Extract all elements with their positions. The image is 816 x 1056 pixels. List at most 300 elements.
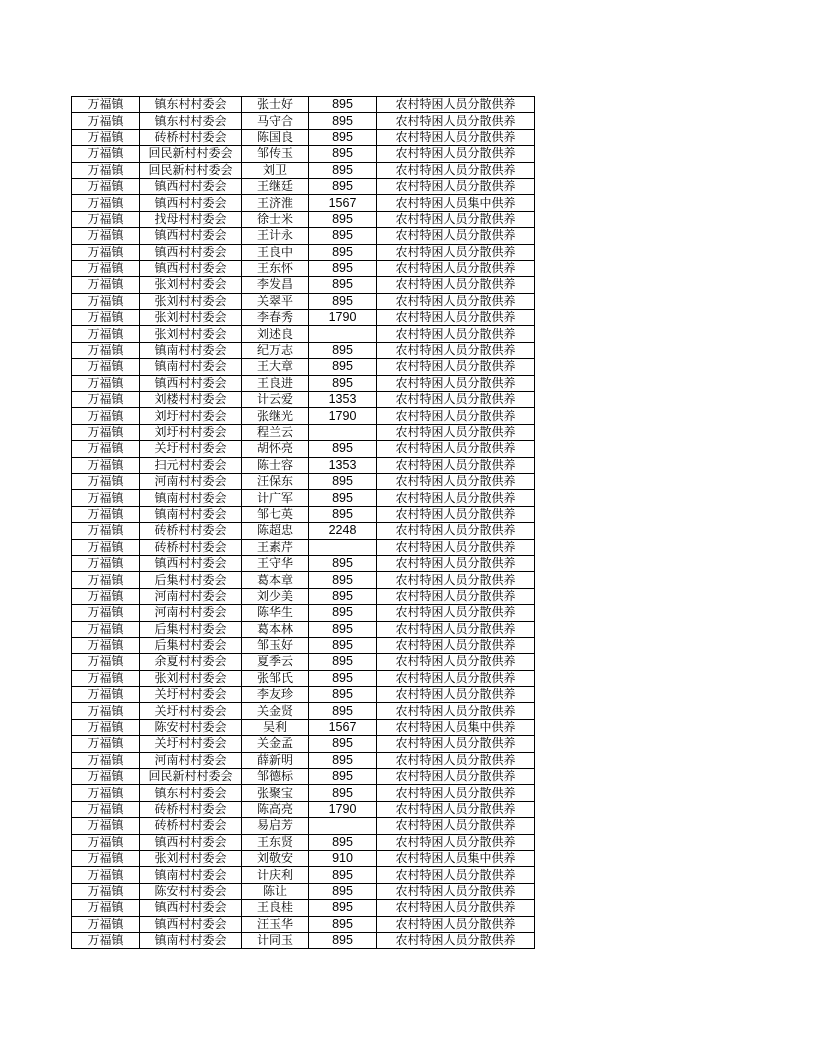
village-committee-cell: 关圩村村委会 (140, 441, 242, 457)
town-cell: 万福镇 (72, 752, 140, 768)
village-committee-cell: 张刘村村委会 (140, 850, 242, 866)
table-row (72, 293, 535, 309)
person-name-cell: 刘少美 (242, 588, 309, 604)
person-name-cell: 纪万志 (242, 342, 309, 358)
person-name-cell: 葛本林 (242, 621, 309, 637)
village-committee-cell: 镇西村村委会 (140, 834, 242, 850)
table-row (72, 932, 535, 948)
support-type-cell: 农村特困人员分散供养 (377, 211, 535, 227)
village-committee-cell: 砖桥村村委会 (140, 801, 242, 817)
table-row (72, 654, 535, 670)
town-cell: 万福镇 (72, 375, 140, 391)
person-name-cell: 陈国良 (242, 129, 309, 145)
support-type-cell: 农村特困人员分散供养 (377, 752, 535, 768)
table-row (72, 178, 535, 194)
table-row (72, 801, 535, 817)
support-type-cell: 农村特困人员集中供养 (377, 719, 535, 735)
village-committee-cell: 陈安村村委会 (140, 883, 242, 899)
town-cell: 万福镇 (72, 342, 140, 358)
village-committee-cell: 砖桥村村委会 (140, 818, 242, 834)
amount-cell: 895 (309, 211, 377, 227)
amount-cell: 1353 (309, 392, 377, 408)
person-name-cell: 王计永 (242, 228, 309, 244)
support-type-cell: 农村特困人员分散供养 (377, 703, 535, 719)
amount-cell: 895 (309, 588, 377, 604)
support-type-cell: 农村特困人员分散供养 (377, 555, 535, 571)
table-row (72, 703, 535, 719)
amount-cell: 895 (309, 441, 377, 457)
town-cell: 万福镇 (72, 97, 140, 113)
table-row (72, 572, 535, 588)
amount-cell: 2248 (309, 523, 377, 539)
person-name-cell: 计同玉 (242, 932, 309, 948)
table-row (72, 867, 535, 883)
amount-cell (309, 326, 377, 342)
village-committee-cell: 回民新村村委会 (140, 146, 242, 162)
amount-cell: 895 (309, 687, 377, 703)
amount-cell: 895 (309, 670, 377, 686)
town-cell: 万福镇 (72, 277, 140, 293)
village-committee-cell: 镇南村村委会 (140, 490, 242, 506)
town-cell: 万福镇 (72, 687, 140, 703)
support-type-cell: 农村特困人员分散供养 (377, 539, 535, 555)
support-type-cell: 农村特困人员分散供养 (377, 178, 535, 194)
village-committee-cell: 镇南村村委会 (140, 932, 242, 948)
person-name-cell: 张继光 (242, 408, 309, 424)
roster-table (71, 96, 535, 949)
support-type-cell: 农村特困人员分散供养 (377, 883, 535, 899)
village-committee-cell: 砖桥村村委会 (140, 539, 242, 555)
village-committee-cell: 余夏村村委会 (140, 654, 242, 670)
town-cell: 万福镇 (72, 523, 140, 539)
amount-cell: 895 (309, 703, 377, 719)
support-type-cell: 农村特困人员分散供养 (377, 834, 535, 850)
village-committee-cell: 镇西村村委会 (140, 178, 242, 194)
table-row (72, 752, 535, 768)
person-name-cell: 马守合 (242, 113, 309, 129)
person-name-cell: 邹德标 (242, 769, 309, 785)
support-type-cell: 农村特困人员分散供养 (377, 146, 535, 162)
village-committee-cell: 张刘村村委会 (140, 293, 242, 309)
table-row (72, 834, 535, 850)
amount-cell: 895 (309, 506, 377, 522)
table-row (72, 916, 535, 932)
amount-cell: 895 (309, 900, 377, 916)
person-name-cell: 邹传玉 (242, 146, 309, 162)
amount-cell: 895 (309, 621, 377, 637)
table-row (72, 637, 535, 653)
person-name-cell: 李春秀 (242, 310, 309, 326)
roster-table-body (72, 97, 535, 949)
person-name-cell: 关金孟 (242, 736, 309, 752)
town-cell: 万福镇 (72, 818, 140, 834)
amount-cell: 895 (309, 490, 377, 506)
town-cell: 万福镇 (72, 621, 140, 637)
amount-cell: 1567 (309, 719, 377, 735)
amount-cell: 895 (309, 883, 377, 899)
amount-cell: 895 (309, 637, 377, 653)
support-type-cell: 农村特困人员分散供养 (377, 670, 535, 686)
person-name-cell: 薛新明 (242, 752, 309, 768)
village-committee-cell: 张刘村村委会 (140, 326, 242, 342)
support-type-cell: 农村特困人员集中供养 (377, 850, 535, 866)
support-type-cell: 农村特困人员分散供养 (377, 342, 535, 358)
village-committee-cell: 回民新村村委会 (140, 162, 242, 178)
amount-cell: 1353 (309, 457, 377, 473)
person-name-cell: 刘卫 (242, 162, 309, 178)
town-cell: 万福镇 (72, 670, 140, 686)
support-type-cell: 农村特困人员分散供养 (377, 244, 535, 260)
support-type-cell: 农村特困人员分散供养 (377, 572, 535, 588)
village-committee-cell: 砖桥村村委会 (140, 129, 242, 145)
support-type-cell: 农村特困人员分散供养 (377, 97, 535, 113)
village-committee-cell: 镇南村村委会 (140, 342, 242, 358)
amount-cell: 895 (309, 572, 377, 588)
person-name-cell: 王济淮 (242, 195, 309, 211)
support-type-cell: 农村特困人员分散供养 (377, 654, 535, 670)
person-name-cell: 邹玉好 (242, 637, 309, 653)
person-name-cell: 计庆利 (242, 867, 309, 883)
table-row (72, 359, 535, 375)
support-type-cell: 农村特困人员分散供养 (377, 932, 535, 948)
person-name-cell: 陈让 (242, 883, 309, 899)
amount-cell (309, 424, 377, 440)
table-row (72, 523, 535, 539)
support-type-cell: 农村特困人员分散供养 (377, 310, 535, 326)
person-name-cell: 邹七英 (242, 506, 309, 522)
village-committee-cell: 河南村村委会 (140, 752, 242, 768)
amount-cell: 895 (309, 260, 377, 276)
support-type-cell: 农村特困人员分散供养 (377, 523, 535, 539)
village-committee-cell: 关圩村村委会 (140, 736, 242, 752)
town-cell: 万福镇 (72, 637, 140, 653)
town-cell: 万福镇 (72, 736, 140, 752)
amount-cell: 1790 (309, 408, 377, 424)
amount-cell: 895 (309, 97, 377, 113)
amount-cell: 895 (309, 834, 377, 850)
village-committee-cell: 张刘村村委会 (140, 277, 242, 293)
support-type-cell: 农村特困人员分散供养 (377, 359, 535, 375)
person-name-cell: 关金贤 (242, 703, 309, 719)
village-committee-cell: 回民新村村委会 (140, 769, 242, 785)
village-committee-cell: 镇西村村委会 (140, 916, 242, 932)
person-name-cell: 王大章 (242, 359, 309, 375)
support-type-cell: 农村特困人员分散供养 (377, 506, 535, 522)
person-name-cell: 吴利 (242, 719, 309, 735)
town-cell: 万福镇 (72, 539, 140, 555)
person-name-cell: 程兰云 (242, 424, 309, 440)
support-type-cell: 农村特困人员分散供养 (377, 113, 535, 129)
table-row (72, 424, 535, 440)
amount-cell: 895 (309, 769, 377, 785)
table-row (72, 244, 535, 260)
person-name-cell: 王良桂 (242, 900, 309, 916)
support-type-cell: 农村特困人员分散供养 (377, 637, 535, 653)
town-cell: 万福镇 (72, 572, 140, 588)
town-cell: 万福镇 (72, 178, 140, 194)
village-committee-cell: 刘圩村村委会 (140, 424, 242, 440)
person-name-cell: 王东贤 (242, 834, 309, 850)
table-row (72, 97, 535, 113)
village-committee-cell: 刘楼村村委会 (140, 392, 242, 408)
person-name-cell: 陈士容 (242, 457, 309, 473)
village-committee-cell: 镇东村村委会 (140, 113, 242, 129)
table-row (72, 670, 535, 686)
town-cell: 万福镇 (72, 113, 140, 129)
person-name-cell: 张聚宝 (242, 785, 309, 801)
village-committee-cell: 镇南村村委会 (140, 867, 242, 883)
village-committee-cell: 扫元村村委会 (140, 457, 242, 473)
table-row (72, 146, 535, 162)
table-row (72, 490, 535, 506)
table-row (72, 326, 535, 342)
town-cell: 万福镇 (72, 588, 140, 604)
village-committee-cell: 找母村村委会 (140, 211, 242, 227)
support-type-cell: 农村特困人员分散供养 (377, 490, 535, 506)
amount-cell: 895 (309, 473, 377, 489)
person-name-cell: 王守华 (242, 555, 309, 571)
table-row (72, 769, 535, 785)
table-row (72, 277, 535, 293)
support-type-cell: 农村特困人员分散供养 (377, 441, 535, 457)
amount-cell: 895 (309, 113, 377, 129)
town-cell: 万福镇 (72, 834, 140, 850)
amount-cell: 895 (309, 342, 377, 358)
village-committee-cell: 后集村村委会 (140, 637, 242, 653)
support-type-cell: 农村特困人员分散供养 (377, 588, 535, 604)
support-type-cell: 农村特困人员分散供养 (377, 228, 535, 244)
town-cell: 万福镇 (72, 932, 140, 948)
person-name-cell: 张士好 (242, 97, 309, 113)
town-cell: 万福镇 (72, 293, 140, 309)
table-row (72, 162, 535, 178)
amount-cell: 895 (309, 162, 377, 178)
town-cell: 万福镇 (72, 769, 140, 785)
town-cell: 万福镇 (72, 801, 140, 817)
amount-cell: 895 (309, 178, 377, 194)
village-committee-cell: 镇西村村委会 (140, 195, 242, 211)
amount-cell: 1790 (309, 310, 377, 326)
support-type-cell: 农村特困人员分散供养 (377, 162, 535, 178)
table-row (72, 195, 535, 211)
person-name-cell: 易启芳 (242, 818, 309, 834)
table-row (72, 555, 535, 571)
support-type-cell: 农村特困人员分散供养 (377, 457, 535, 473)
town-cell: 万福镇 (72, 424, 140, 440)
support-type-cell: 农村特困人员分散供养 (377, 277, 535, 293)
amount-cell: 895 (309, 244, 377, 260)
amount-cell: 1567 (309, 195, 377, 211)
village-committee-cell: 镇南村村委会 (140, 506, 242, 522)
table-row (72, 129, 535, 145)
person-name-cell: 汪玉华 (242, 916, 309, 932)
amount-cell: 895 (309, 228, 377, 244)
person-name-cell: 关翠平 (242, 293, 309, 309)
person-name-cell: 李发昌 (242, 277, 309, 293)
village-committee-cell: 镇西村村委会 (140, 555, 242, 571)
support-type-cell: 农村特困人员分散供养 (377, 900, 535, 916)
town-cell: 万福镇 (72, 883, 140, 899)
table-row (72, 310, 535, 326)
support-type-cell: 农村特困人员分散供养 (377, 129, 535, 145)
village-committee-cell: 河南村村委会 (140, 473, 242, 489)
village-committee-cell: 河南村村委会 (140, 605, 242, 621)
amount-cell: 1790 (309, 801, 377, 817)
support-type-cell: 农村特困人员分散供养 (377, 769, 535, 785)
village-committee-cell: 镇南村村委会 (140, 359, 242, 375)
support-type-cell: 农村特困人员分散供养 (377, 392, 535, 408)
town-cell: 万福镇 (72, 228, 140, 244)
table-row (72, 392, 535, 408)
table-row (72, 736, 535, 752)
support-type-cell: 农村特困人员分散供养 (377, 424, 535, 440)
amount-cell: 895 (309, 932, 377, 948)
town-cell: 万福镇 (72, 654, 140, 670)
village-committee-cell: 镇西村村委会 (140, 244, 242, 260)
village-committee-cell: 砖桥村村委会 (140, 523, 242, 539)
person-name-cell: 张邹氏 (242, 670, 309, 686)
table-row (72, 473, 535, 489)
support-type-cell: 农村特困人员分散供养 (377, 473, 535, 489)
amount-cell: 895 (309, 146, 377, 162)
town-cell: 万福镇 (72, 260, 140, 276)
person-name-cell: 刘敬安 (242, 850, 309, 866)
town-cell: 万福镇 (72, 490, 140, 506)
amount-cell (309, 539, 377, 555)
town-cell: 万福镇 (72, 211, 140, 227)
amount-cell: 910 (309, 850, 377, 866)
table-row (72, 342, 535, 358)
person-name-cell: 汪保东 (242, 473, 309, 489)
town-cell: 万福镇 (72, 244, 140, 260)
table-row (72, 621, 535, 637)
town-cell: 万福镇 (72, 326, 140, 342)
town-cell: 万福镇 (72, 555, 140, 571)
person-name-cell: 刘述良 (242, 326, 309, 342)
person-name-cell: 计广军 (242, 490, 309, 506)
table-row (72, 228, 535, 244)
town-cell: 万福镇 (72, 408, 140, 424)
amount-cell: 895 (309, 359, 377, 375)
village-committee-cell: 后集村村委会 (140, 572, 242, 588)
village-committee-cell: 镇东村村委会 (140, 97, 242, 113)
town-cell: 万福镇 (72, 441, 140, 457)
table-row (72, 506, 535, 522)
support-type-cell: 农村特困人员分散供养 (377, 916, 535, 932)
support-type-cell: 农村特困人员分散供养 (377, 687, 535, 703)
amount-cell: 895 (309, 605, 377, 621)
table-row (72, 588, 535, 604)
person-name-cell: 王良进 (242, 375, 309, 391)
person-name-cell: 徐士米 (242, 211, 309, 227)
person-name-cell: 葛本章 (242, 572, 309, 588)
person-name-cell: 陈超忠 (242, 523, 309, 539)
village-committee-cell: 河南村村委会 (140, 588, 242, 604)
village-committee-cell: 镇西村村委会 (140, 375, 242, 391)
town-cell: 万福镇 (72, 916, 140, 932)
support-type-cell: 农村特困人员分散供养 (377, 785, 535, 801)
amount-cell: 895 (309, 277, 377, 293)
village-committee-cell: 陈安村村委会 (140, 719, 242, 735)
person-name-cell: 王素芹 (242, 539, 309, 555)
amount-cell: 895 (309, 654, 377, 670)
village-committee-cell: 张刘村村委会 (140, 670, 242, 686)
town-cell: 万福镇 (72, 310, 140, 326)
village-committee-cell: 镇东村村委会 (140, 785, 242, 801)
table-row (72, 719, 535, 735)
amount-cell: 895 (309, 293, 377, 309)
village-committee-cell: 镇西村村委会 (140, 260, 242, 276)
town-cell: 万福镇 (72, 129, 140, 145)
town-cell: 万福镇 (72, 703, 140, 719)
amount-cell: 895 (309, 916, 377, 932)
person-name-cell: 王东怀 (242, 260, 309, 276)
support-type-cell: 农村特困人员分散供养 (377, 260, 535, 276)
person-name-cell: 计云爱 (242, 392, 309, 408)
table-row (72, 883, 535, 899)
table-row (72, 605, 535, 621)
town-cell: 万福镇 (72, 473, 140, 489)
person-name-cell: 夏季云 (242, 654, 309, 670)
town-cell: 万福镇 (72, 392, 140, 408)
town-cell: 万福镇 (72, 359, 140, 375)
support-type-cell: 农村特困人员集中供养 (377, 195, 535, 211)
town-cell: 万福镇 (72, 457, 140, 473)
support-type-cell: 农村特困人员分散供养 (377, 621, 535, 637)
person-name-cell: 王继廷 (242, 178, 309, 194)
town-cell: 万福镇 (72, 850, 140, 866)
support-type-cell: 农村特困人员分散供养 (377, 801, 535, 817)
village-committee-cell: 镇西村村委会 (140, 228, 242, 244)
village-committee-cell: 镇西村村委会 (140, 900, 242, 916)
person-name-cell: 陈高亮 (242, 801, 309, 817)
table-row (72, 211, 535, 227)
table-row (72, 408, 535, 424)
town-cell: 万福镇 (72, 719, 140, 735)
town-cell: 万福镇 (72, 605, 140, 621)
amount-cell: 895 (309, 375, 377, 391)
support-type-cell: 农村特困人员分散供养 (377, 605, 535, 621)
town-cell: 万福镇 (72, 506, 140, 522)
table-row (72, 850, 535, 866)
village-committee-cell: 后集村村委会 (140, 621, 242, 637)
table-row (72, 260, 535, 276)
town-cell: 万福镇 (72, 900, 140, 916)
person-name-cell: 李友珍 (242, 687, 309, 703)
person-name-cell: 胡怀亮 (242, 441, 309, 457)
amount-cell: 895 (309, 129, 377, 145)
town-cell: 万福镇 (72, 195, 140, 211)
support-type-cell: 农村特困人员分散供养 (377, 326, 535, 342)
town-cell: 万福镇 (72, 785, 140, 801)
village-committee-cell: 刘圩村村委会 (140, 408, 242, 424)
person-name-cell: 王良中 (242, 244, 309, 260)
amount-cell: 895 (309, 555, 377, 571)
table-row (72, 375, 535, 391)
amount-cell: 895 (309, 867, 377, 883)
support-type-cell: 农村特困人员分散供养 (377, 818, 535, 834)
amount-cell (309, 818, 377, 834)
table-row (72, 687, 535, 703)
amount-cell: 895 (309, 785, 377, 801)
support-type-cell: 农村特困人员分散供养 (377, 408, 535, 424)
person-name-cell: 陈华生 (242, 605, 309, 621)
table-row (72, 818, 535, 834)
support-type-cell: 农村特困人员分散供养 (377, 867, 535, 883)
table-row (72, 900, 535, 916)
village-committee-cell: 张刘村村委会 (140, 310, 242, 326)
support-type-cell: 农村特困人员分散供养 (377, 293, 535, 309)
